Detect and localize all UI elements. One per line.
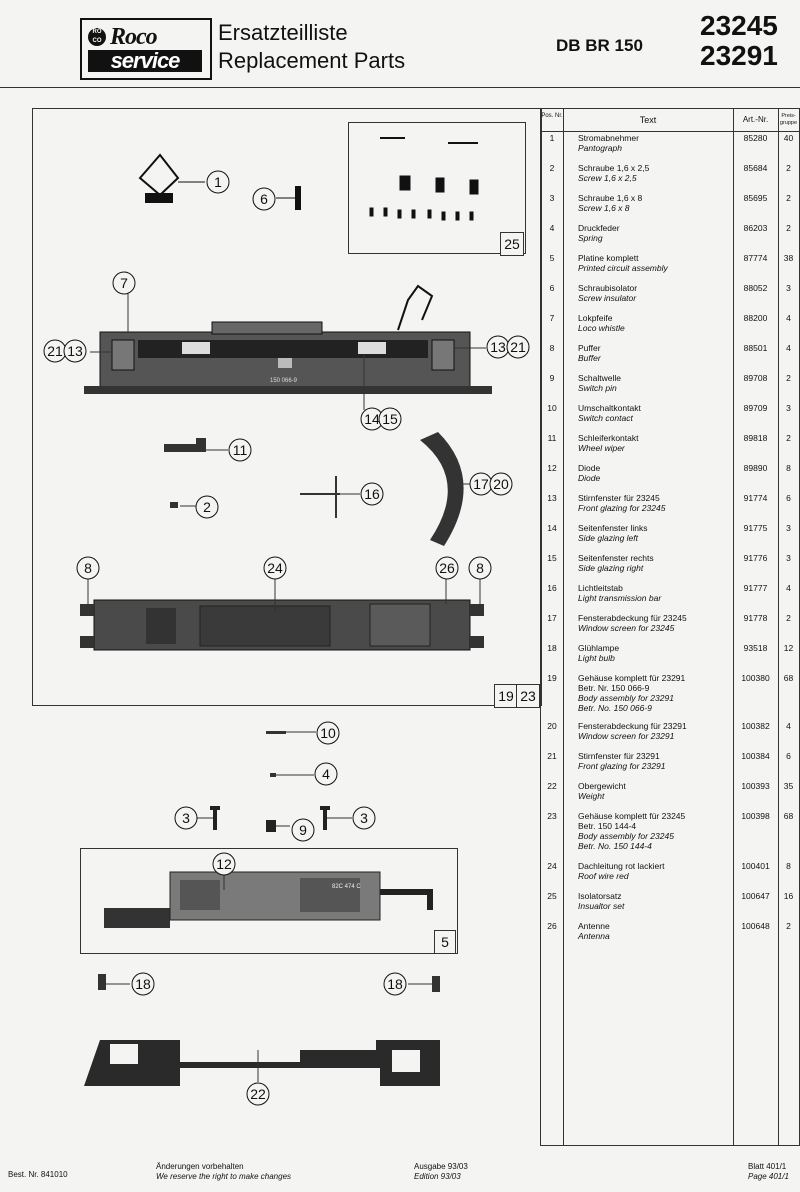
row-art-nr: 89818 bbox=[743, 433, 768, 443]
callout-18: 18 bbox=[135, 976, 151, 992]
callout-7: 7 bbox=[120, 275, 128, 291]
row-text bbox=[578, 253, 732, 273]
row-price-group: 68 bbox=[783, 811, 794, 821]
row-text-german: Obergewicht bbox=[578, 781, 626, 791]
row-price-group: 2 bbox=[786, 163, 791, 173]
group-tag-25: 25 bbox=[500, 232, 524, 256]
row-price-group: 8 bbox=[786, 861, 791, 871]
row-pos: 13 bbox=[547, 493, 557, 503]
row-art-nr: 100393 bbox=[741, 781, 770, 791]
row-text-german: Stromabnehmer bbox=[578, 133, 639, 143]
row-art-nr: 89708 bbox=[743, 373, 768, 383]
callout-13: 13 bbox=[490, 339, 506, 355]
row-price-group: 35 bbox=[783, 781, 794, 791]
row-text-english: Switch pin bbox=[578, 383, 617, 393]
row-text-german: Fensterabdeckung für 23291 bbox=[578, 721, 687, 731]
row-text-german: Lokpfeife bbox=[578, 313, 613, 323]
row-pos: 10 bbox=[547, 403, 557, 413]
callout-21: 21 bbox=[47, 343, 63, 359]
loco-side-view bbox=[84, 286, 492, 394]
row-text bbox=[578, 283, 732, 303]
row-pos: 25 bbox=[547, 891, 557, 901]
row-pos: 8 bbox=[549, 343, 555, 353]
callout-14: 14 bbox=[364, 411, 380, 427]
row-pos: 26 bbox=[547, 921, 557, 931]
row-text-german: Gehäuse komplett für 23245 Betr. 150 144-4 bbox=[578, 811, 686, 831]
row-text-german: Platine komplett bbox=[578, 253, 639, 263]
header-price-group: Preis-gruppe bbox=[778, 109, 799, 132]
row-price-group: 3 bbox=[786, 403, 791, 413]
row-pos: 3 bbox=[549, 193, 555, 203]
row-text-english: Front glazing for 23245 bbox=[578, 503, 666, 513]
row-price-group: 2 bbox=[786, 921, 791, 931]
row-text-english: Pantograph bbox=[578, 143, 622, 153]
row-price-group: 3 bbox=[786, 283, 791, 293]
row-text-english: Antenna bbox=[578, 931, 610, 941]
row-text-english: Weight bbox=[578, 791, 605, 801]
row-art-nr: 100401 bbox=[741, 861, 770, 871]
row-art-nr: 100384 bbox=[741, 751, 770, 761]
row-art-nr: 87774 bbox=[743, 253, 768, 263]
row-text-german: Schraube 1,6 x 2,5 bbox=[578, 163, 650, 173]
row-pos: 19 bbox=[547, 673, 557, 683]
callout-1: 1 bbox=[214, 174, 222, 190]
row-price-group: 4 bbox=[786, 343, 791, 353]
row-art-nr: 86203 bbox=[743, 223, 768, 233]
row-pos: 9 bbox=[549, 373, 555, 383]
row-text bbox=[578, 343, 732, 363]
row-text-english: Light bulb bbox=[578, 653, 615, 663]
group-tag-5: 5 bbox=[434, 930, 456, 954]
row-text-german: Schraubisolator bbox=[578, 283, 638, 293]
row-price-group: 6 bbox=[786, 751, 791, 761]
switch-contact-drawing bbox=[266, 731, 286, 734]
callout-17: 17 bbox=[473, 476, 489, 492]
row-pos: 12 bbox=[547, 463, 557, 473]
brand-service: service bbox=[88, 50, 202, 72]
row-text-german: Lichtleitstab bbox=[578, 583, 623, 593]
row-price-group: 4 bbox=[786, 721, 791, 731]
row-price-group: 3 bbox=[786, 553, 791, 563]
row-price-group: 2 bbox=[786, 373, 791, 383]
row-price-group: 3 bbox=[786, 523, 791, 533]
callout-22: 22 bbox=[250, 1086, 266, 1102]
row-text-english: Screw 1,6 x 8 bbox=[578, 203, 630, 213]
row-text-english: Body assembly for 23291 Betr. No. 150 066-9 bbox=[578, 693, 674, 713]
row-pos: 6 bbox=[549, 283, 555, 293]
circuit-board-drawing bbox=[104, 872, 430, 928]
row-price-group: 4 bbox=[786, 313, 791, 323]
row-art-nr: 91777 bbox=[743, 583, 768, 593]
row-text bbox=[578, 673, 732, 713]
row-pos: 2 bbox=[549, 163, 555, 173]
row-text-english: Screw 1,6 x 2,5 bbox=[578, 173, 637, 183]
order-number: Best. Nr. 841010 bbox=[8, 1170, 68, 1179]
row-text bbox=[578, 781, 732, 801]
row-text-german: Stirnfenster für 23291 bbox=[578, 751, 660, 761]
callout-18: 18 bbox=[387, 976, 403, 992]
group-tag-23: 23 bbox=[516, 684, 540, 708]
row-text-german: Diode bbox=[578, 463, 601, 473]
row-art-nr: 88052 bbox=[743, 283, 768, 293]
row-text-english: Wheel wiper bbox=[578, 443, 625, 453]
brand-badge: RO CO bbox=[88, 28, 106, 46]
row-art-nr: 85695 bbox=[743, 193, 768, 203]
callout-6: 6 bbox=[260, 191, 268, 207]
row-price-group: 6 bbox=[786, 493, 791, 503]
row-text bbox=[578, 523, 732, 543]
callout-16: 16 bbox=[364, 486, 380, 502]
row-text-english: Side glazing left bbox=[578, 533, 639, 543]
row-art-nr: 100648 bbox=[741, 921, 770, 931]
row-pos: 1 bbox=[549, 133, 555, 143]
row-pos: 5 bbox=[549, 253, 555, 263]
row-text bbox=[578, 373, 732, 393]
light-bar-drawing bbox=[300, 476, 340, 518]
row-text bbox=[578, 921, 732, 941]
row-text-german: Schraube 1,6 x 8 bbox=[578, 193, 643, 203]
row-text-english: Front glazing for 23291 bbox=[578, 761, 666, 771]
row-text-english: Loco whistle bbox=[578, 323, 625, 333]
row-price-group: 68 bbox=[783, 673, 794, 683]
row-art-nr: 100380 bbox=[741, 673, 770, 683]
pos-column-divider bbox=[541, 109, 564, 1145]
row-art-nr: 91775 bbox=[743, 523, 768, 533]
page-english: Page 401/1 bbox=[748, 1172, 789, 1181]
bulb-left-drawing bbox=[98, 974, 106, 990]
row-text bbox=[578, 223, 732, 243]
insulator-set-parts bbox=[370, 138, 478, 220]
row-text-german: Seitenfenster links bbox=[578, 523, 648, 533]
row-text-german: Gehäuse komplett für 23291 Betr. Nr. 150 066-9 bbox=[578, 673, 686, 693]
row-pos: 24 bbox=[547, 861, 557, 871]
row-text bbox=[578, 553, 732, 573]
row-text bbox=[578, 163, 732, 183]
callout-9: 9 bbox=[299, 822, 307, 838]
row-text bbox=[578, 721, 732, 741]
row-art-nr: 89709 bbox=[743, 403, 768, 413]
row-text bbox=[578, 861, 732, 881]
group-tag-19: 19 bbox=[494, 684, 518, 708]
row-price-group: 2 bbox=[786, 613, 791, 623]
callout-3: 3 bbox=[360, 810, 368, 826]
article-number-1: 23245 bbox=[700, 10, 778, 41]
group-column-divider bbox=[778, 109, 779, 1145]
row-text-german: Druckfeder bbox=[578, 223, 620, 233]
row-text-german: Seitenfenster rechts bbox=[578, 553, 654, 563]
row-text-english: Diode bbox=[578, 473, 601, 483]
row-art-nr: 100398 bbox=[741, 811, 770, 821]
bulb-right-drawing bbox=[432, 976, 440, 992]
row-art-nr: 88501 bbox=[743, 343, 768, 353]
leader-lines bbox=[88, 292, 486, 1082]
row-pos: 11 bbox=[547, 433, 557, 443]
row-text bbox=[578, 891, 732, 911]
row-text-german: Isolatorsatz bbox=[578, 891, 622, 901]
edition-german: Ausgabe 93/03 bbox=[414, 1162, 468, 1171]
row-text bbox=[578, 463, 732, 483]
row-text-english: Screw insulator bbox=[578, 293, 637, 303]
row-text-english: Printed circuit assembly bbox=[578, 263, 668, 273]
row-text-german: Schleiferkontakt bbox=[578, 433, 639, 443]
row-pos: 16 bbox=[547, 583, 557, 593]
callout-3: 3 bbox=[182, 810, 190, 826]
row-pos: 22 bbox=[547, 781, 557, 791]
row-text-german: Umschaltkontakt bbox=[578, 403, 641, 413]
row-price-group: 2 bbox=[786, 433, 791, 443]
row-text-english: Body assembly for 23245 Betr. No. 150 144-4 bbox=[578, 831, 674, 851]
row-price-group: 2 bbox=[786, 193, 791, 203]
model-name: DB BR 150 bbox=[556, 36, 643, 55]
row-art-nr: 91778 bbox=[743, 613, 768, 623]
spring-drawing bbox=[270, 773, 276, 777]
row-art-nr: 91774 bbox=[743, 493, 768, 503]
row-text bbox=[578, 643, 732, 663]
parts-table bbox=[540, 108, 800, 1146]
callout-11: 11 bbox=[232, 442, 248, 458]
callout-20: 20 bbox=[493, 476, 509, 492]
callout-4: 4 bbox=[322, 766, 330, 782]
row-art-nr: 100382 bbox=[741, 721, 770, 731]
row-price-group: 40 bbox=[783, 133, 794, 143]
row-text bbox=[578, 493, 732, 513]
row-pos: 21 bbox=[547, 751, 557, 761]
callout-15: 15 bbox=[382, 411, 398, 427]
row-text bbox=[578, 403, 732, 423]
row-price-group: 16 bbox=[783, 891, 794, 901]
row-price-group: 38 bbox=[783, 253, 794, 263]
callout-10: 10 bbox=[320, 725, 336, 741]
row-pos: 14 bbox=[547, 523, 557, 533]
callout-12: 12 bbox=[216, 856, 232, 872]
row-pos: 7 bbox=[549, 313, 555, 323]
row-text-german: Antenne bbox=[578, 921, 610, 931]
callout-2: 2 bbox=[203, 499, 211, 515]
chassis-drawing bbox=[80, 600, 484, 650]
row-text-english: Switch contact bbox=[578, 413, 633, 423]
row-price-group: 2 bbox=[786, 223, 791, 233]
article-number-2: 23291 bbox=[700, 40, 778, 71]
row-pos: 4 bbox=[549, 223, 555, 233]
screw-2-drawing bbox=[170, 502, 178, 508]
row-text bbox=[578, 433, 732, 453]
row-pos: 18 bbox=[547, 643, 557, 653]
row-art-nr: 89890 bbox=[743, 463, 768, 473]
art-column-divider bbox=[733, 109, 734, 1145]
row-price-group: 12 bbox=[783, 643, 794, 653]
window-screen-drawing bbox=[420, 432, 464, 546]
callout-26: 26 bbox=[439, 560, 455, 576]
row-price-group: 8 bbox=[786, 463, 791, 473]
loco-number-label: 150 066-9 bbox=[270, 378, 298, 384]
row-pos: 15 bbox=[547, 553, 557, 563]
pantograph-drawing bbox=[140, 155, 205, 202]
row-text-german: Stirnfenster für 23245 bbox=[578, 493, 660, 503]
switch-pin-drawing bbox=[266, 820, 276, 832]
row-text-english: Window screen for 23291 bbox=[578, 731, 675, 741]
brand-roco: Roco bbox=[110, 24, 157, 50]
row-text-german: Schaltwelle bbox=[578, 373, 621, 383]
row-text-english: Buffer bbox=[578, 353, 601, 363]
pcb-label: 82C 474 C bbox=[332, 884, 361, 890]
row-art-nr: 100647 bbox=[741, 891, 770, 901]
callout-21: 21 bbox=[510, 339, 526, 355]
row-text bbox=[578, 583, 732, 603]
changes-english: We reserve the right to make changes bbox=[156, 1172, 292, 1181]
row-text-english: Roof wire red bbox=[578, 871, 629, 881]
changes-german: Änderungen vorbehalten bbox=[156, 1162, 244, 1171]
row-text-english: Spring bbox=[578, 233, 603, 243]
row-price-group: 4 bbox=[786, 583, 791, 593]
row-text bbox=[578, 193, 732, 213]
row-text-german: Dachleitung rot lackiert bbox=[578, 861, 665, 871]
row-pos: 23 bbox=[547, 811, 557, 821]
title-english: Replacement Parts bbox=[218, 48, 406, 73]
row-text bbox=[578, 313, 732, 333]
row-art-nr: 91776 bbox=[743, 553, 768, 563]
row-text-english: Window screen for 23245 bbox=[578, 623, 675, 633]
row-pos: 17 bbox=[547, 613, 557, 623]
header-text: Text bbox=[563, 109, 733, 132]
row-art-nr: 88200 bbox=[743, 313, 768, 323]
callout-8: 8 bbox=[84, 560, 92, 576]
row-text-english: Light transmission bar bbox=[578, 593, 662, 603]
row-text-german: Puffer bbox=[578, 343, 601, 353]
row-text-german: Glühlampe bbox=[578, 643, 620, 653]
row-pos: 20 bbox=[547, 721, 557, 731]
wheel-wiper-drawing bbox=[164, 438, 206, 452]
callout-13: 13 bbox=[67, 343, 83, 359]
row-art-nr: 85684 bbox=[743, 163, 768, 173]
row-text-german: Fensterabdeckung für 23245 bbox=[578, 613, 687, 623]
page-german: Blatt 401/1 bbox=[748, 1162, 787, 1171]
header-art-nr: Art.-Nr. bbox=[733, 109, 778, 132]
row-text bbox=[578, 811, 732, 851]
callout-24: 24 bbox=[267, 560, 283, 576]
header-pos: Pos. Nr. bbox=[541, 109, 563, 132]
row-text-english: Side glazing right bbox=[578, 563, 644, 573]
row-text-english: Insualtor set bbox=[578, 901, 625, 911]
row-text bbox=[578, 613, 732, 633]
row-text bbox=[578, 133, 732, 153]
title-german: Ersatzteilliste bbox=[218, 20, 348, 45]
row-art-nr: 85280 bbox=[743, 133, 768, 143]
weight-drawing bbox=[84, 1040, 440, 1086]
row-art-nr: 93518 bbox=[743, 643, 768, 653]
row-text bbox=[578, 751, 732, 771]
screw-insulator-drawing bbox=[276, 186, 301, 210]
edition-english: Edition 93/03 bbox=[414, 1172, 461, 1181]
callout-8: 8 bbox=[476, 560, 484, 576]
